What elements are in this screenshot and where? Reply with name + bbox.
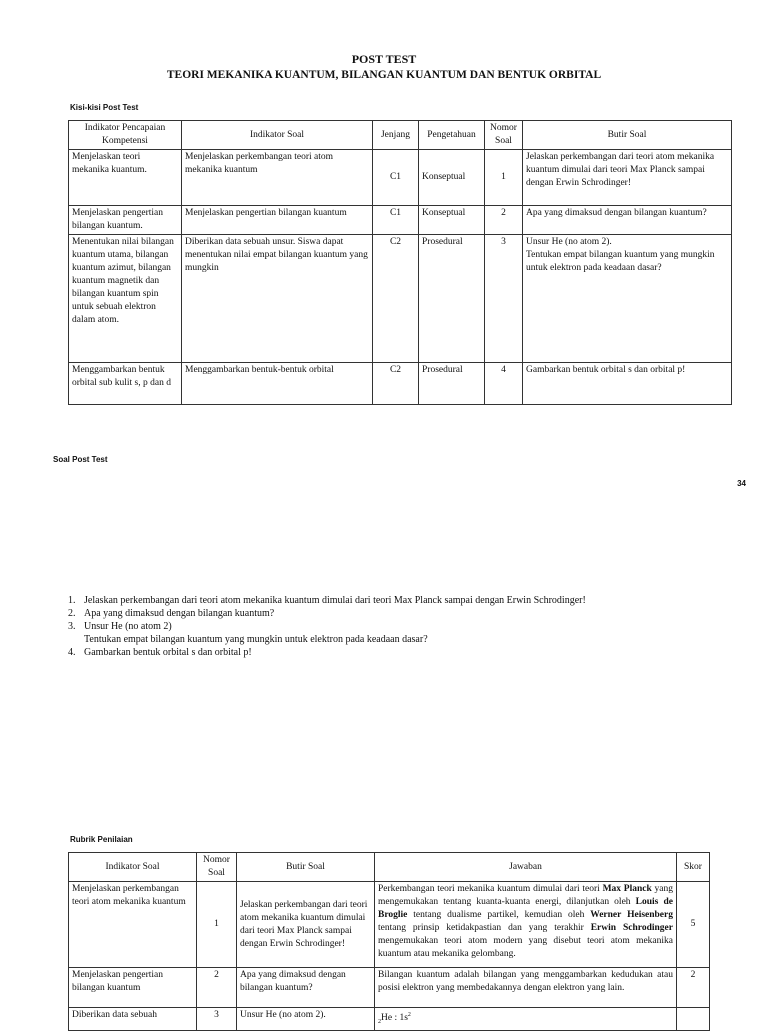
rubrik-cell-nomor: 1 (197, 882, 237, 968)
table-row (69, 882, 710, 968)
kisi-header-pengetahuan: Pengetahuan (419, 121, 485, 150)
jawaban-text: tentang prinsip ketidakpastian dan yang terakhir (378, 923, 591, 933)
question-text-line2: Tentukan empat bilangan kuantum yang mungkin untuk elektron pada keadaan dasar? (84, 634, 428, 645)
kisi-cell-ipk: Menggambarkan bentuk orbital sub kulit s, p dan d (69, 363, 182, 405)
jawaban-text: Perkembangan teori mekanika kuantum dimulai dari teori (378, 884, 603, 894)
rubrik-header-indikator: Indikator Soal (69, 853, 197, 882)
kisi-cell-indikator: Menjelaskan pengertian bilangan kuantum (182, 206, 373, 235)
kisi-cell-butir: Apa yang dimaksud dengan bilangan kuantum? (523, 206, 732, 235)
rubrik-cell-indikator: Menjelaskan perkembangan teori atom mekanika kuantum (69, 882, 197, 968)
kisi-cell-butir: Jelaskan perkembangan dari teori atom mekanika kuantum dimulai dari teori Max Planck sampai dengan Erwin Schrodinger! (523, 150, 732, 206)
rubrik-cell-jawaban (375, 1008, 677, 1031)
question-number: 1. (68, 595, 76, 606)
rubrik-cell-skor: 2 (677, 968, 710, 1008)
kisi-cell-pengetahuan: Konseptual (419, 206, 485, 235)
kisi-cell-nomor: 4 (485, 363, 523, 405)
rubrik-cell-jawaban: Bilangan kuantum adalah bilangan yang menggambarkan kedudukan atau posisi elektron yang membedakannya dengan elektron yang lain. (375, 968, 677, 1008)
kisi-cell-indikator: Menjelaskan perkembangan teori atom mekanika kuantum (182, 150, 373, 206)
kisi-header-ipk: Indikator Pencapaian Kompetensi (69, 121, 182, 150)
question-number: 4. (68, 647, 76, 658)
rubrik-cell-indikator: Diberikan data sebuah (69, 1008, 197, 1031)
kisi-cell-butir: Gambarkan bentuk orbital s dan orbital p! (523, 363, 732, 405)
page-subtitle: TEORI MEKANIKA KUANTUM, BILANGAN KUANTUM DAN BENTUK ORBITAL (166, 69, 602, 81)
kisi-cell-pengetahuan: Prosedural (419, 235, 485, 363)
kisi-label: Kisi-kisi Post Test (70, 103, 139, 112)
rubrik-cell-nomor: 2 (197, 968, 237, 1008)
kisi-cell-ipk: Menjelaskan pengertian bilangan kuantum. (69, 206, 182, 235)
kisi-header-nomor: Nomor Soal (485, 121, 523, 150)
question-text (84, 620, 428, 646)
kisi-header-butir: Butir Soal (523, 121, 732, 150)
kisi-header-indikator: Indikator Soal (182, 121, 373, 150)
question-number: 3. (68, 621, 76, 632)
rubrik-header-jawaban: Jawaban (375, 853, 677, 882)
list-item (68, 607, 748, 620)
table-row (69, 206, 732, 235)
jawaban-name-planck: Max Planck (602, 884, 652, 894)
kisi-butir-line2: Tentukan empat bilangan kuantum yang mungkin untuk elektron pada keadaan dasar? (526, 250, 715, 273)
kisi-cell-pengetahuan: Prosedural (419, 363, 485, 405)
jawaban-name-heisenberg: Werner Heisenberg (590, 910, 673, 920)
kisi-cell-nomor: 1 (485, 150, 523, 206)
rubrik-cell-nomor: 3 (197, 1008, 237, 1031)
jawaban-name-broglie: Louis de Broglie (378, 897, 673, 920)
soal-label: Soal Post Test (53, 455, 108, 464)
kisi-cell-indikator: Diberikan data sebuah unsur. Siswa dapat menentukan nilai empat bilangan kuantum yang mungkin (182, 235, 373, 363)
question-text: Jelaskan perkembangan dari teori atom mekanika kuantum dimulai dari teori Max Planck sampai dengan Erwin Schrodinger! (84, 595, 586, 606)
rubrik-cell-indikator: Menjelaskan pengertian bilangan kuantum (69, 968, 197, 1008)
rubrik-cell-jawaban (375, 882, 677, 968)
page-title: POST TEST (351, 52, 417, 66)
jawaban-text: yang mengemukakan tentang kuanta-kuanta energi, dilanjutkan oleh (378, 884, 673, 907)
kisi-cell-nomor: 2 (485, 206, 523, 235)
kisi-cell-indikator: Menggambarkan bentuk-bentuk orbital (182, 363, 373, 405)
kisi-butir-line1: Unsur He (no atom 2). (526, 237, 612, 247)
question-text: Apa yang dimaksud dengan bilangan kuantum? (84, 608, 275, 619)
jawaban-text: He : 1s (381, 1013, 408, 1024)
kisi-table (68, 120, 732, 405)
rubrik-cell-butir: Jelaskan perkembangan dari teori atom mekanika kuantum dimulai dari teori Max Planck sampai dengan Erwin Schrodinger! (237, 882, 375, 968)
kisi-cell-jenjang: C2 (373, 363, 419, 405)
rubrik-cell-skor: 5 (677, 882, 710, 968)
kisi-cell-jenjang: C1 (373, 150, 419, 206)
table-row (69, 968, 710, 1008)
jawaban-text: mengemukakan teori atom modern yang disebut teori atom mekanika kuantum atau mekanika gelombang. (378, 936, 673, 959)
table-row (69, 235, 732, 363)
rubrik-header-skor: Skor (677, 853, 710, 882)
question-list (68, 594, 748, 659)
table-row (69, 1008, 710, 1031)
table-row (69, 363, 732, 405)
kisi-cell-jenjang: C2 (373, 235, 419, 363)
rubrik-cell-skor (677, 1008, 710, 1031)
jawaban-name-schrodinger: Erwin Schrodinger (590, 923, 673, 933)
rubrik-table (68, 852, 710, 1031)
kisi-cell-ipk: Menentukan nilai bilangan kuantum utama, bilangan kuantum azimut, bilangan kuantum magnetik dan bilangan kuantum spin untuk sebuah elektron dalam atom. (69, 235, 182, 363)
table-row (69, 150, 732, 206)
jawaban-subscript: 2 (378, 1019, 381, 1026)
rubrik-label: Rubrik Penilaian (70, 835, 133, 844)
list-item (68, 646, 748, 659)
kisi-header-jenjang: Jenjang (373, 121, 419, 150)
question-text: Gambarkan bentuk orbital s dan orbital p! (84, 647, 252, 658)
rubrik-cell-butir: Apa yang dimaksud dengan bilangan kuantum? (237, 968, 375, 1008)
list-item (68, 594, 748, 607)
page-number: 34 (737, 479, 746, 488)
rubrik-header-nomor: Nomor Soal (197, 853, 237, 882)
jawaban-superscript: 2 (407, 1012, 411, 1018)
rubrik-cell-butir: Unsur He (no atom 2). (237, 1008, 375, 1031)
question-number: 2. (68, 608, 76, 619)
kisi-cell-pengetahuan: Konseptual (419, 150, 485, 206)
kisi-cell-ipk: Menjelaskan teori mekanika kuantum. (69, 150, 182, 206)
question-text-line1: Unsur He (no atom 2) (84, 621, 172, 632)
kisi-cell-jenjang: C1 (373, 206, 419, 235)
kisi-cell-nomor: 3 (485, 235, 523, 363)
kisi-cell-butir (523, 235, 732, 363)
list-item (68, 620, 748, 646)
jawaban-text: tentang dualisme partikel, kemudian oleh (407, 910, 591, 920)
rubrik-header-butir: Butir Soal (237, 853, 375, 882)
